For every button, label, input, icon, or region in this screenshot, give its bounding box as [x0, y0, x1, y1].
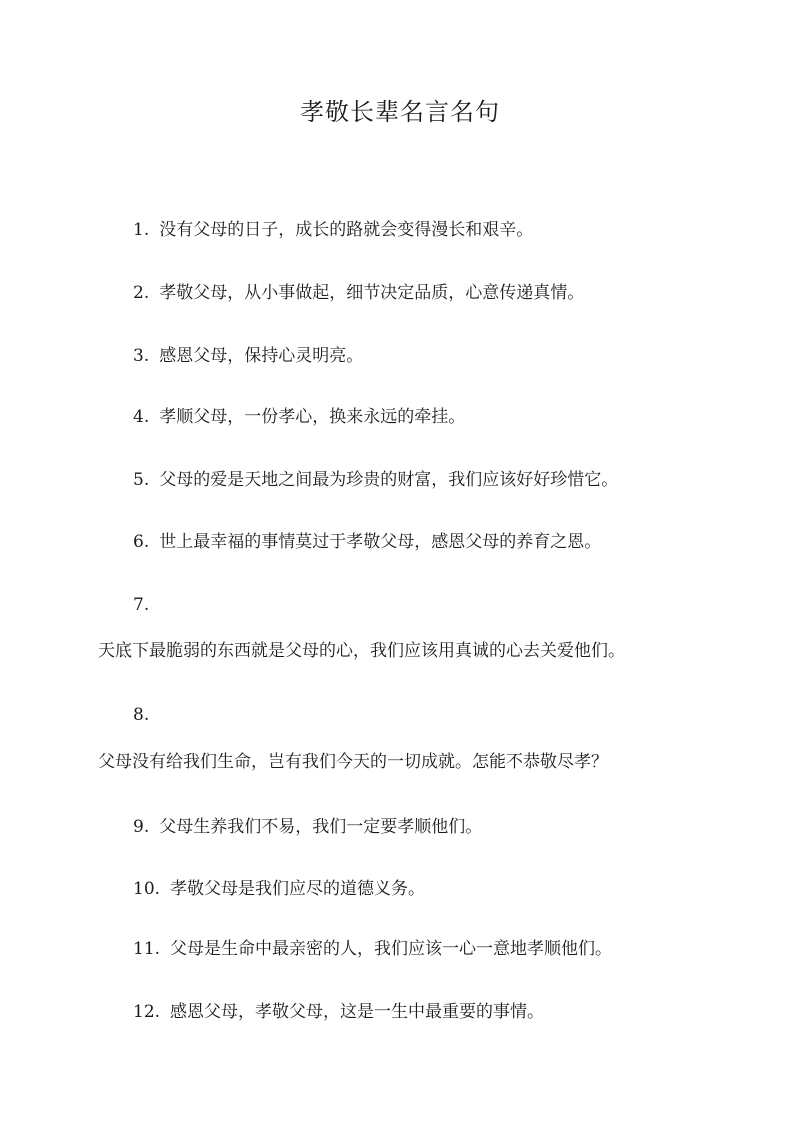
item-number: 7. — [133, 595, 150, 615]
list-item — [133, 530, 601, 554]
list-item — [133, 344, 363, 368]
item-number: 6. — [133, 532, 150, 552]
list-item — [133, 877, 425, 901]
item-text: 孝敬父母，从小事做起，细节决定品质，心意传递真情。 — [159, 283, 585, 303]
item-text: 世上最幸福的事情莫过于孝敬父母，感恩父母的养育之恩。 — [159, 532, 602, 552]
list-item — [133, 815, 482, 839]
item-number: 2. — [133, 283, 150, 303]
item-number: 8. — [133, 705, 150, 725]
item-text: 没有父母的日子，成长的路就会变得漫长和艰辛。 — [159, 220, 534, 240]
page-title: 孝敬长辈名言名句 — [300, 98, 500, 126]
item-number: 3. — [133, 346, 150, 366]
item-number: 1. — [133, 220, 150, 240]
item-number: 11. — [133, 939, 161, 959]
item-text: 感恩父母，孝敬父母，这是一生中最重要的事情。 — [170, 1002, 545, 1022]
item-text: 孝敬父母是我们应尽的道德义务。 — [170, 879, 426, 899]
item-number: 9. — [133, 817, 150, 837]
item-text: 感恩父母，保持心灵明亮。 — [159, 346, 364, 366]
list-item — [133, 468, 618, 492]
list-item — [133, 281, 584, 305]
list-item — [133, 937, 612, 961]
item-text: 天底下最脆弱的东西就是父母的心，我们应该用真诚的心去关爱他们。 — [98, 641, 625, 661]
list-item — [133, 405, 465, 429]
item-text: 孝顺父母，一份孝心，换来永远的牵挂。 — [159, 407, 466, 427]
item-number: 5. — [133, 470, 150, 490]
list-item — [133, 218, 533, 242]
item-number: 4. — [133, 407, 150, 427]
item-text: 父母生养我们不易，我们一定要孝顺他们。 — [159, 817, 483, 837]
list-item — [133, 1000, 544, 1024]
item-text: 父母是生命中最亲密的人，我们应该一心一意地孝顺他们。 — [170, 939, 613, 959]
item-text: 父母没有给我们生命，岂有我们今天的一切成就。怎能不恭敬尽孝？ — [98, 752, 608, 772]
item-number: 10. — [133, 879, 161, 899]
item-number: 12. — [133, 1002, 161, 1022]
item-text: 父母的爱是天地之间最为珍贵的财富，我们应该好好珍惜它。 — [159, 470, 619, 490]
